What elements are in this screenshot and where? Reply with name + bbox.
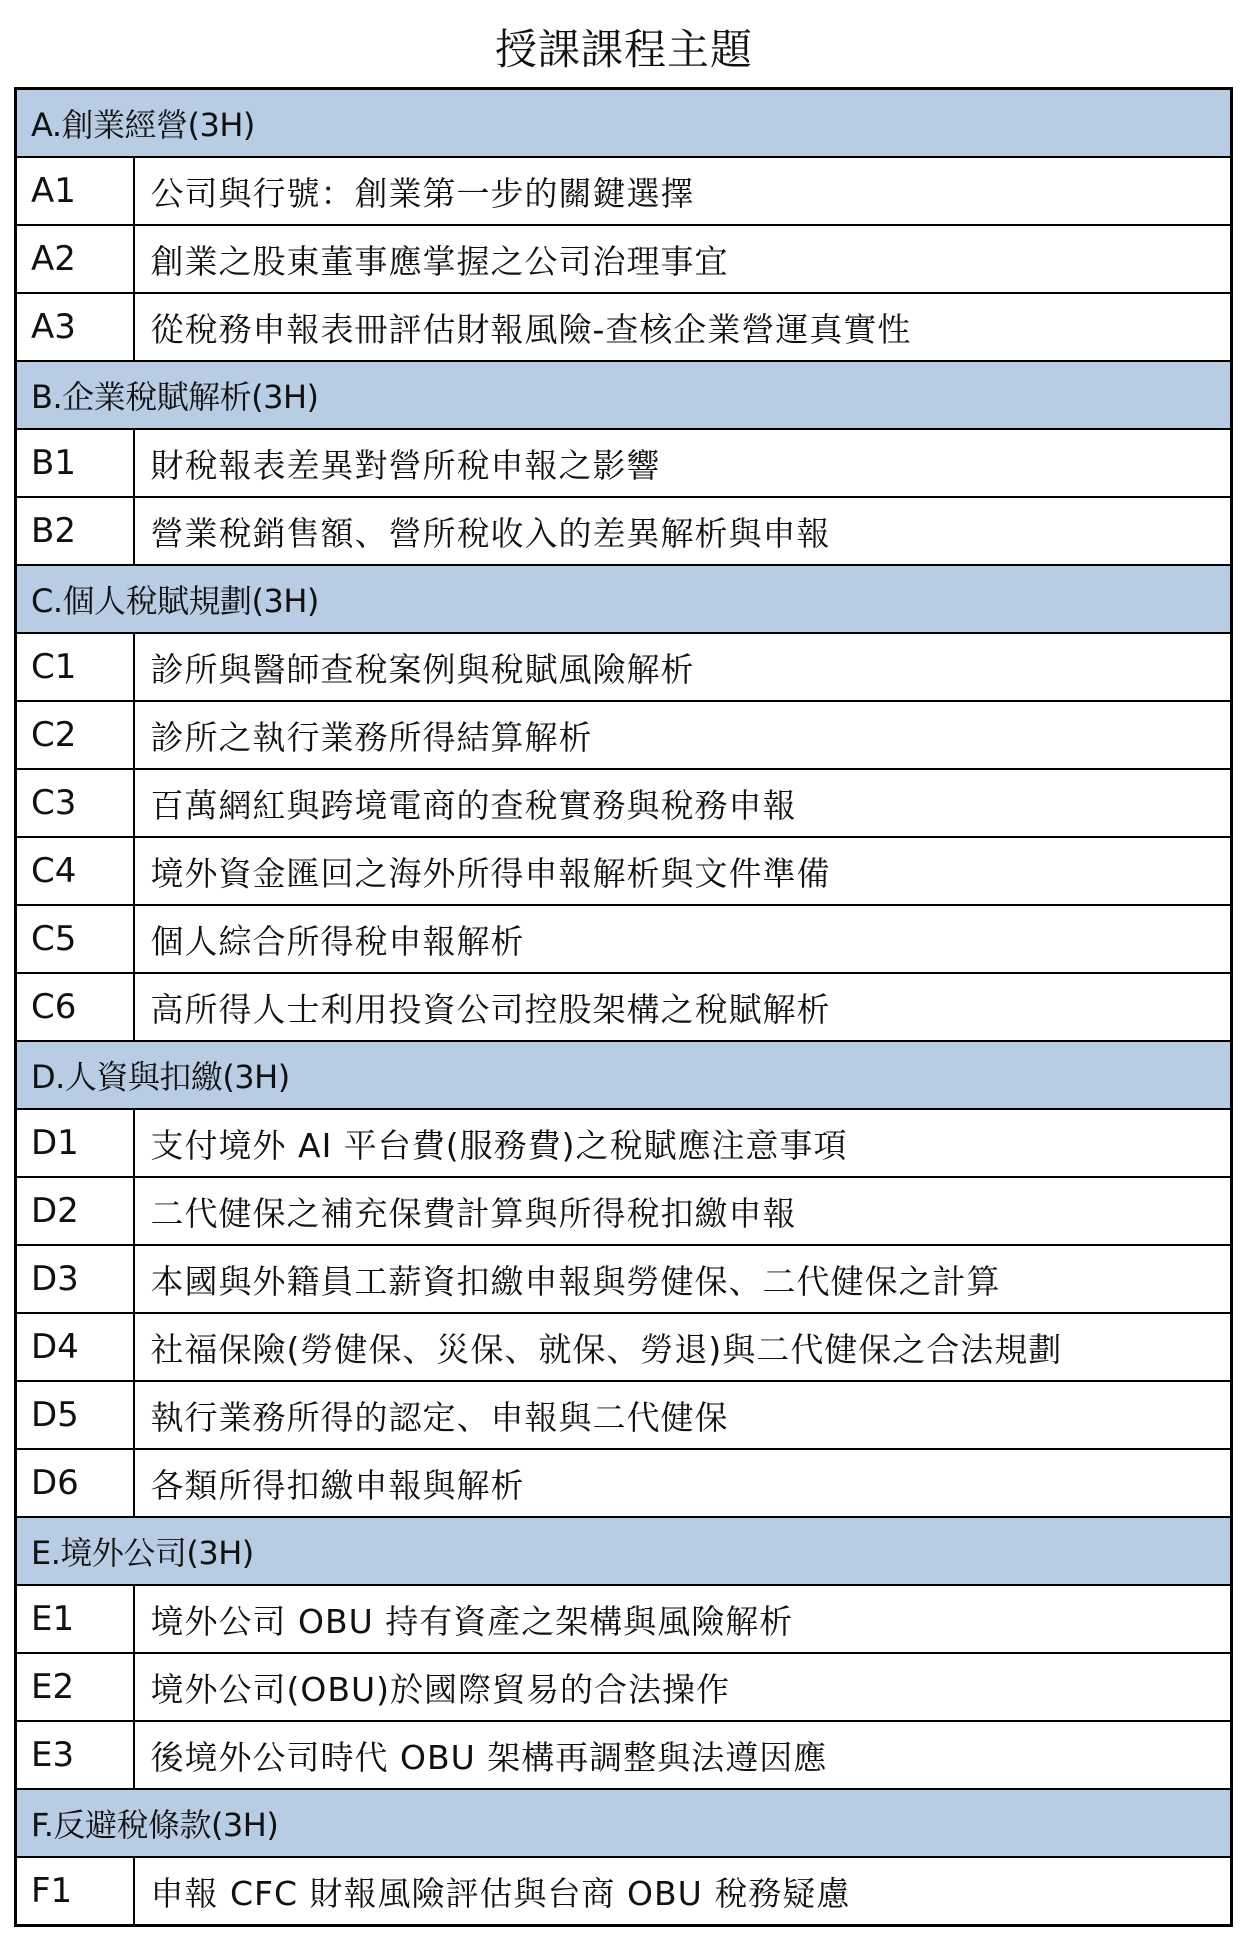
course-code: C3: [16, 769, 134, 837]
table-row: [16, 1721, 1232, 1789]
section-header-row: [16, 89, 1232, 158]
course-topic: 診所與醫師查稅案例與稅賦風險解析: [134, 633, 1232, 701]
table-row: [16, 633, 1232, 701]
table-row: [16, 429, 1232, 497]
table-row: [16, 1177, 1232, 1245]
course-topic: 後境外公司時代 OBU 架構再調整與法遵因應: [134, 1721, 1232, 1789]
course-code: D5: [16, 1381, 134, 1449]
table-row: [16, 497, 1232, 565]
course-topic: 執行業務所得的認定、申報與二代健保: [134, 1381, 1232, 1449]
section-header-d: D.人資與扣繳(3H): [16, 1041, 1232, 1109]
course-topic: 境外公司(OBU)於國際貿易的合法操作: [134, 1653, 1232, 1721]
course-topic: 營業稅銷售額、營所稅收入的差異解析與申報: [134, 497, 1232, 565]
course-code: D4: [16, 1313, 134, 1381]
course-topic: 境外公司 OBU 持有資產之架構與風險解析: [134, 1585, 1232, 1653]
course-topic: 創業之股東董事應掌握之公司治理事宜: [134, 225, 1232, 293]
table-row: [16, 837, 1232, 905]
table-row: [16, 769, 1232, 837]
course-topic: 診所之執行業務所得結算解析: [134, 701, 1232, 769]
course-code: C5: [16, 905, 134, 973]
course-code: C6: [16, 973, 134, 1041]
table-row: [16, 905, 1232, 973]
table-row: [16, 1109, 1232, 1177]
course-topic: 高所得人士利用投資公司控股架構之稅賦解析: [134, 973, 1232, 1041]
course-topic: 公司與行號：創業第一步的關鍵選擇: [134, 157, 1232, 225]
course-code: D1: [16, 1109, 134, 1177]
course-code: E2: [16, 1653, 134, 1721]
section-header-row: [16, 1789, 1232, 1857]
table-row: [16, 973, 1232, 1041]
course-code: C1: [16, 633, 134, 701]
table-row: [16, 1857, 1232, 1926]
course-code: E3: [16, 1721, 134, 1789]
course-topic: 百萬網紅與跨境電商的查稅實務與稅務申報: [134, 769, 1232, 837]
table-row: [16, 1245, 1232, 1313]
table-row: [16, 293, 1232, 361]
course-topic: 支付境外 AI 平台費(服務費)之稅賦應注意事項: [134, 1109, 1232, 1177]
course-topic: 社福保險(勞健保、災保、就保、勞退)與二代健保之合法規劃: [134, 1313, 1232, 1381]
section-header-row: [16, 565, 1232, 633]
course-code: F1: [16, 1857, 134, 1926]
course-code: A2: [16, 225, 134, 293]
table-row: [16, 225, 1232, 293]
course-topic: 財稅報表差異對營所稅申報之影響: [134, 429, 1232, 497]
course-code: D6: [16, 1449, 134, 1517]
table-row: [16, 1653, 1232, 1721]
course-code: D2: [16, 1177, 134, 1245]
course-topic: 各類所得扣繳申報與解析: [134, 1449, 1232, 1517]
course-topic: 從稅務申報表冊評估財報風險-查核企業營運真實性: [134, 293, 1232, 361]
course-code: C2: [16, 701, 134, 769]
section-header-f: F.反避稅條款(3H): [16, 1789, 1232, 1857]
course-topic: 境外資金匯回之海外所得申報解析與文件準備: [134, 837, 1232, 905]
section-header-row: [16, 1041, 1232, 1109]
course-topics-table: [14, 87, 1233, 1927]
course-topic: 本國與外籍員工薪資扣繳申報與勞健保、二代健保之計算: [134, 1245, 1232, 1313]
table-row: [16, 1585, 1232, 1653]
table-row: [16, 157, 1232, 225]
section-header-c: C.個人稅賦規劃(3H): [16, 565, 1232, 633]
section-header-row: [16, 361, 1232, 429]
section-header-e: E.境外公司(3H): [16, 1517, 1232, 1585]
course-code: A3: [16, 293, 134, 361]
course-code: B2: [16, 497, 134, 565]
course-code: E1: [16, 1585, 134, 1653]
course-code: D3: [16, 1245, 134, 1313]
page-title: 授課課程主題: [494, 25, 753, 74]
table-row: [16, 1449, 1232, 1517]
table-row: [16, 701, 1232, 769]
course-code: A1: [16, 157, 134, 225]
course-code: C4: [16, 837, 134, 905]
course-code: B1: [16, 429, 134, 497]
table-row: [16, 1313, 1232, 1381]
section-header-b: B.企業稅賦解析(3H): [16, 361, 1232, 429]
course-topic: 個人綜合所得稅申報解析: [134, 905, 1232, 973]
course-topic: 申報 CFC 財報風險評估與台商 OBU 稅務疑慮: [134, 1857, 1232, 1926]
section-header-a: A.創業經營(3H): [16, 89, 1232, 158]
course-topic: 二代健保之補充保費計算與所得稅扣繳申報: [134, 1177, 1232, 1245]
table-row: [16, 1381, 1232, 1449]
section-header-row: [16, 1517, 1232, 1585]
